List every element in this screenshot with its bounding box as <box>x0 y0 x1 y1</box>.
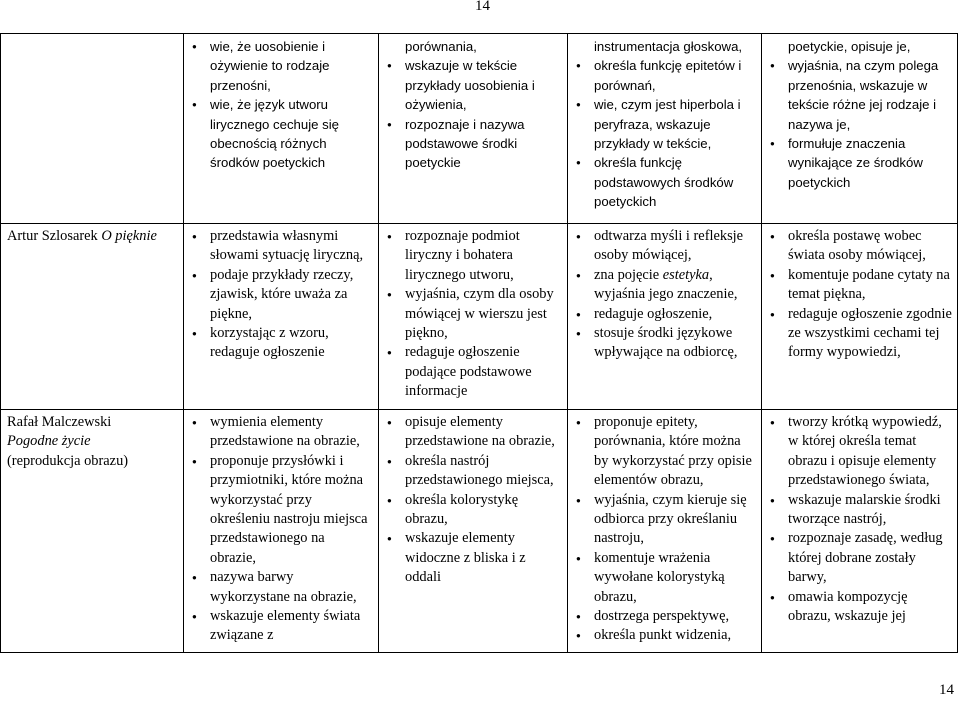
list-item: ● określa postawę wobec świata osoby mówiącej, <box>768 227 952 266</box>
list-item: ● proponuje epitety, porównania, które można by wykorzystać przy opisie elementów obrazu, <box>574 413 756 491</box>
list-item: ● wskazuje malarskie środki tworzące nastrój, <box>768 491 952 530</box>
work-note: (reprodukcja obrazu) <box>7 452 129 469</box>
list-item: ● wyjaśnia, czym dla osoby mówiącej w wierszu jest piękno, <box>385 285 562 343</box>
level-cell <box>762 34 958 224</box>
level-cell <box>568 410 762 653</box>
list-item: ● wyjaśnia, czym kieruje się odbiorca przy określaniu nastroju, <box>574 491 756 549</box>
list-item: ● wskazuje w tekście przykłady uosobienia i ożywienia, <box>385 56 562 114</box>
list-item: ● komentuje wrażenia wywołane kolorystyką obrazu, <box>574 549 756 607</box>
page-number-bottom: 14 <box>939 682 954 698</box>
list-item: ● komentuje podane cytaty na temat piękna, <box>768 266 952 305</box>
list-item: ● dostrzega perspektywę, <box>574 607 756 626</box>
list-item: ● przedstawia własnymi słowami sytuację liryczną, <box>190 227 373 266</box>
work-cell <box>1 224 184 410</box>
list-item: ● odtwarza myśli i refleksje osoby mówiącej, <box>574 227 756 266</box>
level-cell <box>184 224 379 410</box>
level-cell <box>184 34 379 224</box>
list-item: ● wyjaśnia, na czym polega przenośnia, wskazuje w tekście różne jej rodzaje i nazywa je, <box>768 56 952 134</box>
list-item: ● redaguje ogłoszenie, <box>574 305 756 324</box>
list-item: ● redaguje ogłoszenie zgodnie ze wszystkimi cechami tej formy wypowiedzi, <box>768 305 952 363</box>
level-cell <box>379 224 568 410</box>
list-item: ● określa funkcję podstawowych środków poetyckich <box>574 153 756 211</box>
list-item: ● rozpoznaje zasadę, według której dobrane zostały barwy, <box>768 529 952 587</box>
list-item: ● określa funkcję epitetów i porównań, <box>574 56 756 95</box>
list-item: ● podaje przykłady rzeczy, zjawisk, które uważa za piękne, <box>190 266 373 324</box>
work-author: Rafał Malczewski <box>7 414 112 430</box>
table-row <box>1 224 958 410</box>
table-row <box>1 410 958 653</box>
work-author: Artur Szlosarek <box>7 228 102 244</box>
list-item: ● zna pojęcie estetyka, wyjaśnia jego znaczenie, <box>574 266 756 305</box>
list-item: ● omawia kompozycję obrazu, wskazuje jej <box>768 588 952 627</box>
continuation-text: porównania, <box>405 39 477 54</box>
work-cell <box>1 410 184 653</box>
list-item: ● wie, czym jest hiperbola i peryfraza, wskazuje przykłady w tekście, <box>574 95 756 153</box>
list-item: ● określa nastrój przedstawionego miejsca, <box>385 452 562 491</box>
continuation-text: poetyckie, opisuje je, <box>788 39 911 54</box>
level-cell <box>568 34 762 224</box>
level-cell <box>762 410 958 653</box>
level-cell <box>762 224 958 410</box>
list-item: ● rozpoznaje i nazywa podstawowe środki poetyckie <box>385 115 562 173</box>
level-cell <box>184 410 379 653</box>
list-item: ● określa punkt widzenia, <box>574 626 756 645</box>
list-item: ● wie, że język utworu lirycznego cechuje się obecnością różnych środków poetyckich <box>190 95 373 173</box>
list-item: ● formułuje znaczenia wynikające ze środków poetyckich <box>768 134 952 192</box>
list-item: ● wymienia elementy przedstawione na obrazie, <box>190 413 373 452</box>
level-cell <box>568 224 762 410</box>
list-item: ● rozpoznaje podmiot liryczny i bohatera lirycznego utworu, <box>385 227 562 285</box>
list-item: ● tworzy krótką wypowiedź, w której określa temat obrazu i opisuje elementy przedstawionego świata, <box>768 413 952 491</box>
list-item: ● nazywa barwy wykorzystane na obrazie, <box>190 568 373 607</box>
continuation-text: instrumentacja głoskowa, <box>594 39 743 54</box>
list-item: ● wskazuje elementy świata związane z <box>190 607 373 646</box>
work-cell <box>1 34 184 224</box>
list-item: ● wie, że uosobienie i ożywienie to rodzaje przenośni, <box>190 37 373 95</box>
level-cell <box>379 34 568 224</box>
list-item: ● proponuje przysłówki i przymiotniki, które można wykorzystać przy określeniu nastroju miejsca przedstawionego na obrazie, <box>190 452 373 568</box>
list-item: ● stosuje środki językowe wpływające na odbiorcę, <box>574 324 756 363</box>
work-title: Pogodne życie <box>7 433 91 450</box>
requirements-table <box>0 33 958 653</box>
page-number-top: 14 <box>475 0 490 14</box>
list-item: ● wskazuje elementy widoczne z bliska i z oddali <box>385 529 562 587</box>
list-item: ● opisuje elementy przedstawione na obrazie, <box>385 413 562 452</box>
list-item: ● określa kolorystykę obrazu, <box>385 491 562 530</box>
work-title: O pięknie <box>101 228 157 244</box>
list-item: ● redaguje ogłoszenie podające podstawowe informacje <box>385 343 562 401</box>
level-cell <box>379 410 568 653</box>
list-item: ● korzystając z wzoru, redaguje ogłoszenie <box>190 324 373 363</box>
table-row <box>1 34 958 224</box>
